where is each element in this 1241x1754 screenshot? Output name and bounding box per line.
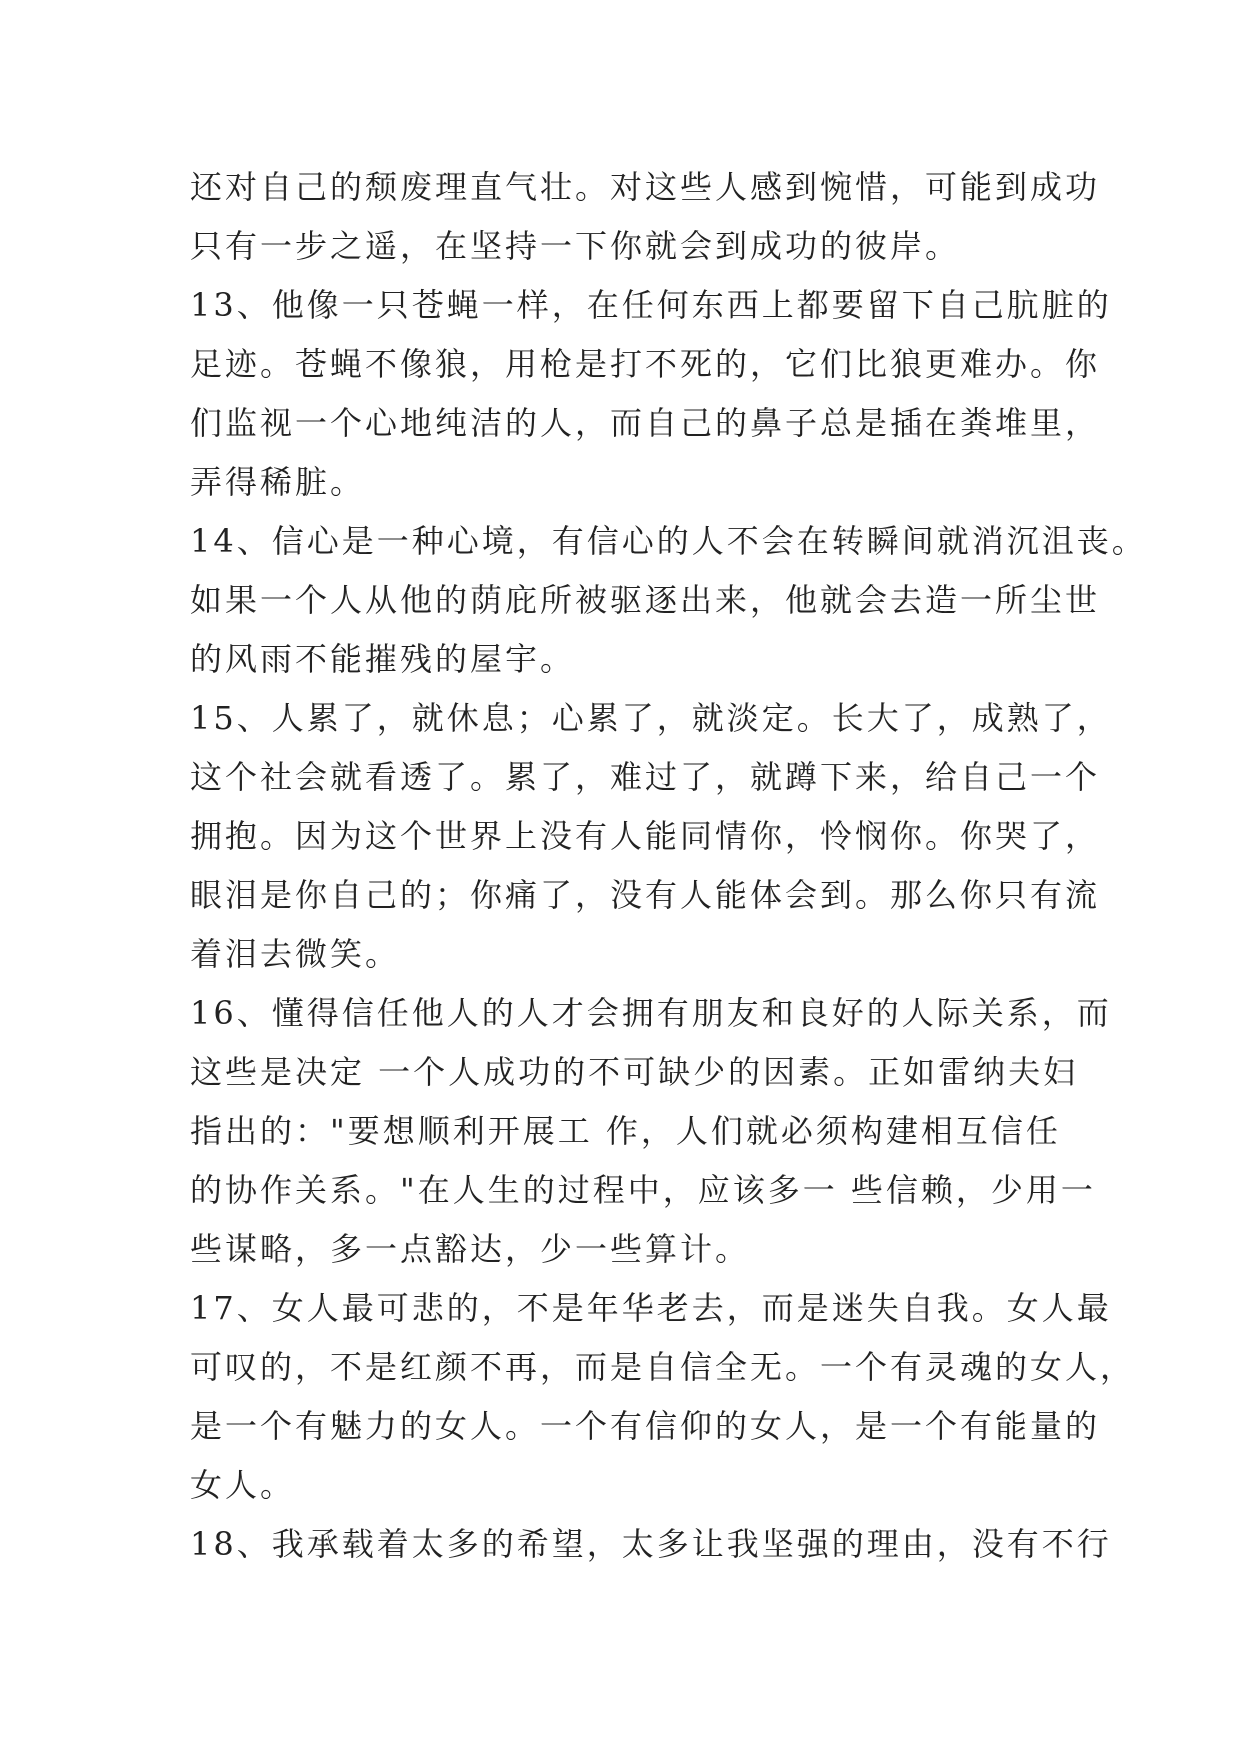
text-line: 是一个有魅力的女人。一个有信仰的女人，是一个有能量的 — [190, 1407, 1101, 1445]
text-line: 17、女人最可悲的，不是年华老去，而是迷失自我。女人最 — [190, 1289, 1112, 1327]
text-line: 14、信心是一种心境，有信心的人不会在转瞬间就消沉沮丧。 — [190, 522, 1147, 560]
text-line: 弄得稀脏。 — [190, 463, 366, 501]
text-line: 13、他像一只苍蝇一样，在任何东西上都要留下自己肮脏的 — [190, 286, 1112, 324]
text-line: 女人。 — [190, 1466, 296, 1504]
text-line: 着泪去微笑。 — [190, 935, 401, 973]
text-line: 这些是决定 一个人成功的不可缺少的因素。正如雷纳夫妇 — [190, 1053, 1079, 1091]
text-line: 18、我承载着太多的希望，太多让我坚强的理由，没有不行 — [190, 1525, 1112, 1563]
text-line: 可叹的，不是红颜不再，而是自信全无。一个有灵魂的女人， — [190, 1348, 1136, 1386]
text-line: 的协作关系。"在人生的过程中，应该多一 些信赖，少用一 — [190, 1171, 1096, 1209]
text-line: 足迹。苍蝇不像狼，用枪是打不死的，它们比狼更难办。你 — [190, 345, 1101, 383]
text-line: 拥抱。因为这个世界上没有人能同情你，怜悯你。你哭了， — [190, 817, 1101, 855]
text-line: 16、懂得信任他人的人才会拥有朋友和良好的人际关系，而 — [190, 994, 1112, 1032]
text-line: 指出的："要想顺利开展工 作，人们就必须构建相互信任 — [190, 1112, 1061, 1150]
text-line: 的风雨不能摧残的屋宇。 — [190, 640, 576, 678]
document-body — [190, 158, 1147, 1574]
text-line: 些谋略，多一点豁达，少一些算计。 — [190, 1230, 751, 1268]
text-line: 还对自己的颓废理直气壮。对这些人感到惋惜，可能到成功 — [190, 168, 1101, 206]
text-line: 如果一个人从他的荫庇所被驱逐出来，他就会去造一所尘世 — [190, 581, 1101, 619]
text-line: 眼泪是你自己的；你痛了，没有人能体会到。那么你只有流 — [190, 876, 1101, 914]
text-line: 只有一步之遥，在坚持一下你就会到成功的彼岸。 — [190, 227, 961, 265]
text-line: 这个社会就看透了。累了，难过了，就蹲下来，给自己一个 — [190, 758, 1101, 796]
text-line: 15、人累了，就休息；心累了，就淡定。长大了，成熟了， — [190, 699, 1112, 737]
text-line: 们监视一个心地纯洁的人，而自己的鼻子总是插在粪堆里， — [190, 404, 1101, 442]
